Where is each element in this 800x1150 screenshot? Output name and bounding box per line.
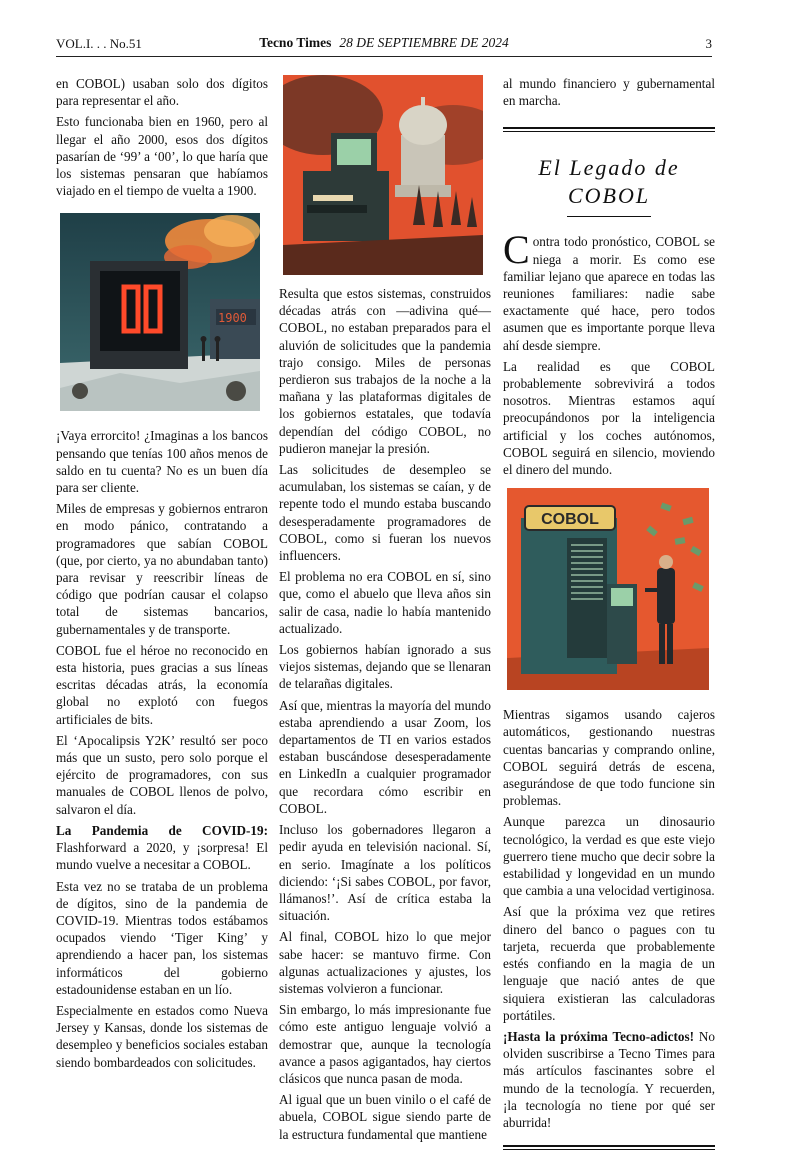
paragraph: Al igual que un buen vinilo o el café de abuela, COBOL sigue siendo parte de la estructura fundamental que mantiene xyxy=(279,1092,491,1142)
paragraph: Especialmente en estados como Nueva Jersey y Kansas, donde los sistemas de desempleo y beneficios sociales estaban siendo bombardeados con solicitudes. xyxy=(56,1002,268,1070)
paragraph: Al final, COBOL hizo lo que mejor sabe hacer: se mantuvo firme. Con algunas actualizaciones y ajustes, los sistemas volvieron a funcionar. xyxy=(279,929,491,996)
paragraph: Esto funcionaba bien en 1960, pero al llegar el año 2000, esos dos dígitos pasarían de ‘99’ a ‘00’, lo que haría que los sistemas pensaran que habíamos viajado en el tiempo de vuelta a 1900. xyxy=(56,114,268,199)
paragraph xyxy=(503,227,715,353)
paragraph: Incluso los gobernadores llegaron a pedir ayuda en televisión nacional. Sí, en serio. Imagínate a los políticos diciendo: ‘¡Si sabes COBOL, por favor, llámanos!’. Así de crítica estaba la situación. xyxy=(279,822,491,924)
title-underline xyxy=(567,216,651,217)
paragraph: Resulta que estos sistemas, construidos décadas atrás con —adivina qué— COBOL, no estaban preparados para el aluvión de solicitudes que la pandemia trajo consigo. Miles de personas perdieron sus trabajos de la noche a la mañana y las plataformas digitales de los gobiernos estatales, que todavía dependían del código COBOL, no pudieron manejar la presión. xyxy=(279,286,491,456)
paragraph-text: No olviden suscribirse a Tecno Times para más artículos fascinantes sobre el mundo de la tecnología. Y recuerden, ¡la tecnología no tiene por qué ser aburrida! xyxy=(503,1028,715,1130)
end-divider xyxy=(503,1145,715,1150)
column-2 xyxy=(279,75,491,1147)
column-1 xyxy=(56,75,268,1075)
page-header xyxy=(56,34,712,57)
pandemic-illustration xyxy=(283,75,483,275)
paragraph: Las solicitudes de desempleo se acumulaban, los sistemas se caían, y de repente todo el mundo estaba buscando desesperadamente programadores de COBOL, como si fueran los nuevos influencers. xyxy=(279,462,491,564)
paragraph: Esta vez no se trataba de un problema de dígitos, sino de la pandemia de COVID-19. Mientras todos estábamos ocupados viendo ‘Tiger King’ y aprendiendo a hacer pan, los sistemas informáticos del gobierno estadounidense estaban en un lío. xyxy=(56,878,268,997)
paragraph: COBOL fue el héroe no reconocido en esta historia, pues gracias a sus líneas escritas décadas atrás, la economía global no explotó con fuegos artificiales de bits. xyxy=(56,642,268,727)
cobol-atm-illustration xyxy=(507,488,709,690)
paragraph: en COBOL) usaban solo dos dígitos para representar el año. xyxy=(56,76,268,109)
spacer xyxy=(503,1135,715,1145)
paragraph: El ‘Apocalipsis Y2K’ resultó ser poco más que un susto, pero solo porque el ejército de programadores, con sus manuales de COBOL llenos de polvo, salvaron el día. xyxy=(56,732,268,817)
section-lead: La Pandemia de COVID-19: xyxy=(56,822,268,838)
volume-number: VOL.I. . . No.51 xyxy=(56,36,142,51)
paragraph: ¡Vaya errorcito! ¿Imaginas a los bancos pensando que tenías 100 años menos de saldo en tu cuenta? No es un buen día para ser cliente. xyxy=(56,428,268,496)
paragraph: Sin embargo, lo más impresionante fue cómo este antiguo lenguaje volvió a demostrar que, aunque la tecnología avance a pasos agigantados, hay ciertos clásicos que nunca pasan de moda. xyxy=(279,1002,491,1086)
section-divider xyxy=(503,127,715,132)
svg-text:1900: 1900 xyxy=(218,311,247,326)
spacer xyxy=(503,113,715,127)
cobol-atm-illustration-art xyxy=(507,488,709,690)
paragraph: La realidad es que COBOL probablemente sobrevivirá a todos nosotros. Mientras estamos aquí preocupándonos por la inteligencia artificial y los coches autónomos, COBOL seguirá en silencio, moviendo el dinero del mundo. xyxy=(503,358,715,478)
drop-cap: C xyxy=(503,227,530,273)
paragraph-text: Flashforward a 2020, y ¡sorpresa! El mundo vuelve a necesitar a COBOL. xyxy=(56,840,268,873)
paragraph: Así que, mientras la mayoría del mundo estaba aprendiendo a usar Zoom, los departamentos de TI en varios estados estaban buscándose desesperadamente en LinkedIn a cualquier programador que recordara cómo escribir en COBOL. xyxy=(279,697,491,816)
cobol-sign: COBOL xyxy=(541,511,599,529)
paragraph: Mientras sigamos usando cajeros automáticos, gestionando nuestras cuentas bancarias y comprando online, COBOL seguirá detrás de escena, asegurándose de que todo funcione sin problemas. xyxy=(503,707,715,809)
paragraph: al mundo financiero y gubernamental en marcha. xyxy=(503,76,715,109)
pandemic-illustration-art xyxy=(283,75,483,275)
page-number: 3 xyxy=(705,36,712,51)
y2k-illustration-art xyxy=(60,213,260,411)
paragraph: Los gobiernos habían ignorado a sus viejos sistemas, dejando que se llenaran de telarañas digitales. xyxy=(279,642,491,692)
paragraph: El problema no era COBOL en sí, sino que, como el abuelo que lleva años sin salir de casa, nadie lo había mantenido actualizado. xyxy=(279,569,491,636)
masthead xyxy=(56,35,712,51)
paragraph: Aunque parezca un dinosaurio tecnológico, la verdad es que este viejo guerrero tiene mucho que decir sobre la estabilidad y longevidad en un mundo que cambia a una velocidad vertiginosa. xyxy=(503,814,715,899)
y2k-illustration xyxy=(60,213,260,411)
closing-lead: ¡Hasta la próxima Tecno-adictos! xyxy=(503,1028,695,1044)
section-title: El Legado de COBOL xyxy=(538,155,680,209)
paragraph: Así que la próxima vez que retires dinero del banco o pagues con tu tarjeta, recuerda que probablemente estés confiando en la magia de un lenguaje que nació antes de que siquiera existieran las calculadoras portátiles. xyxy=(503,904,715,1023)
publication-name: Tecno Times xyxy=(259,35,332,50)
issue-date: 28 DE SEPTIEMBRE DE 2024 xyxy=(339,35,509,50)
paragraph xyxy=(56,822,268,874)
paragraph: Miles de empresas y gobiernos entraron en modo pánico, contratando a programadores que sabían COBOL (que, por cierto, ya no abundaban tanto) para revisar y reescribir líneas de código que podrían causar el colapso total de sistemas bancarios, gubernamentales y de transporte. xyxy=(56,501,268,637)
paragraph-text: ontra todo pronóstico, COBOL se niega a morir. Es como ese familiar lejano que aparece en todas las reuniones familiares: nadie sabe exactamente qué hace, pero todos asumen que es importante porque lleva ahí desde siempre. xyxy=(503,234,715,353)
paragraph xyxy=(503,1028,715,1131)
column-3 xyxy=(503,75,715,1150)
